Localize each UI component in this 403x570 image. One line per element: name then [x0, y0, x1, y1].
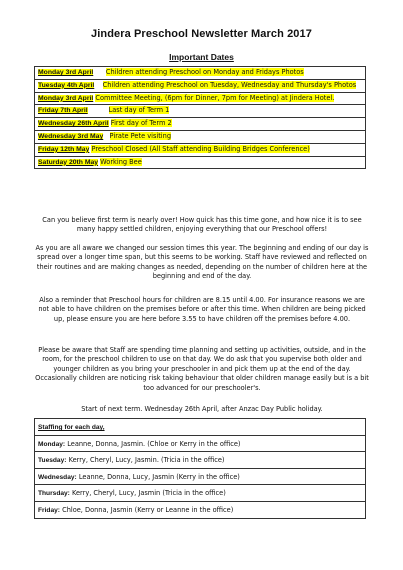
date-label: Friday 7th April — [38, 107, 88, 115]
staffing-names: Chloe, Donna, Jasmin (Kerry or Leanne in the office) — [62, 505, 234, 514]
date-label: Saturday 20th May — [38, 158, 99, 166]
date-event: Committee Meeting, (6pm for Dinner, 7pm for Meeting) at Jindera Hotel. — [95, 93, 335, 102]
date-event: Pirate Pete visiting — [109, 131, 172, 140]
date-label: Wednesday 3rd May — [38, 132, 104, 140]
paragraph-hours-reminder: Also a reminder that Preschool hours for children are 8.15 until 4.00. For insurance reasons we are not able to have children on the premises before or after this time. When children are being picked up, please ensure you are here before 3.55 to have children off the premises before 4.00. — [38, 296, 366, 323]
date-event: First day of Term 2 — [110, 119, 172, 128]
date-event: Last day of Term 1 — [108, 106, 170, 115]
staffing-row — [35, 502, 365, 519]
paragraph-next-term: Start of next term. Wednesday 26th April, after Anzac Day Public holiday. — [81, 405, 323, 413]
date-label: Monday 3rd April — [38, 94, 94, 102]
date-row — [35, 131, 365, 144]
staffing-names: Leanne, Donna, Lucy, Jasmin (Kerry in the office) — [78, 472, 240, 481]
staffing-day: Monday: — [38, 440, 66, 448]
staffing-names: Kerry, Cheryl, Lucy, Jasmin. (Tricia in the office) — [68, 456, 225, 464]
page-title: Jindera Preschool Newsletter March 2017 — [91, 28, 312, 40]
staffing-row — [35, 452, 365, 469]
staffing-day: Wednesday: — [38, 473, 77, 481]
date-row — [35, 93, 365, 106]
staffing-row — [35, 436, 365, 453]
date-event: Preschool Closed (All Staff attending Building Bridges Conference) — [91, 144, 310, 153]
date-row — [35, 67, 365, 80]
staffing-heading: Staffing for each day, — [38, 424, 105, 431]
date-row — [35, 118, 365, 131]
date-row — [35, 105, 365, 118]
staffing-table — [34, 418, 366, 519]
staffing-row — [35, 469, 365, 486]
date-label: Friday 12th May — [38, 145, 90, 153]
date-label: Monday 3rd April — [38, 69, 94, 76]
paragraph-session-times: As you are all aware we changed our session times this year. The beginning and ending of our day is spread over a longer time span, but this seems to be working. Staff have reviewed and reflected on their routines and are making changes as needed, depending on the number of children here at the beginning and end of the day. — [35, 244, 369, 281]
date-label: Wednesday 26th April — [38, 120, 109, 128]
date-row — [35, 157, 365, 169]
date-label: Tuesday 4th April — [38, 81, 95, 89]
date-event: Children attending Preschool on Tuesday, Wednesday and Thursday's Photos — [102, 80, 357, 89]
staffing-day: Tuesday: — [38, 457, 67, 464]
important-dates-table — [34, 66, 366, 169]
staffing-names: Leanne, Donna, Jasmin. (Chloe or Kerry in the office) — [67, 439, 241, 448]
staffing-day: Thursday: — [38, 490, 70, 497]
date-row — [35, 80, 365, 93]
date-row — [35, 144, 365, 157]
paragraph-supervision: Please be aware that Staff are spending time planning and setting up activities, outside, and in the room, for the preschool children to use on that day. We do ask that you supervise both older and younger children as you bring your preschooler in and pick them up at the end of the day. Occasionally children are noticing risk taking behaviour that older children manage easily but is a bit too advanced for our preschooler's. — [35, 346, 369, 392]
staffing-day: Friday: — [38, 506, 60, 514]
paragraph-term-intro: Can you believe first term is nearly over! How quick has this time gone, and how nice it is to see many happy settled children, enjoying everything that our Preschool offers! — [42, 216, 362, 234]
date-event: Children attending Preschool on Monday and Fridays Photos — [105, 68, 304, 76]
staffing-names: Kerry, Cheryl, Lucy, Jasmin (Tricia in the office) — [71, 489, 226, 497]
section-heading-important-dates: Important Dates — [169, 52, 234, 62]
date-event: Working Bee — [100, 157, 142, 166]
staffing-row — [35, 485, 365, 502]
staffing-heading-row — [35, 419, 365, 436]
